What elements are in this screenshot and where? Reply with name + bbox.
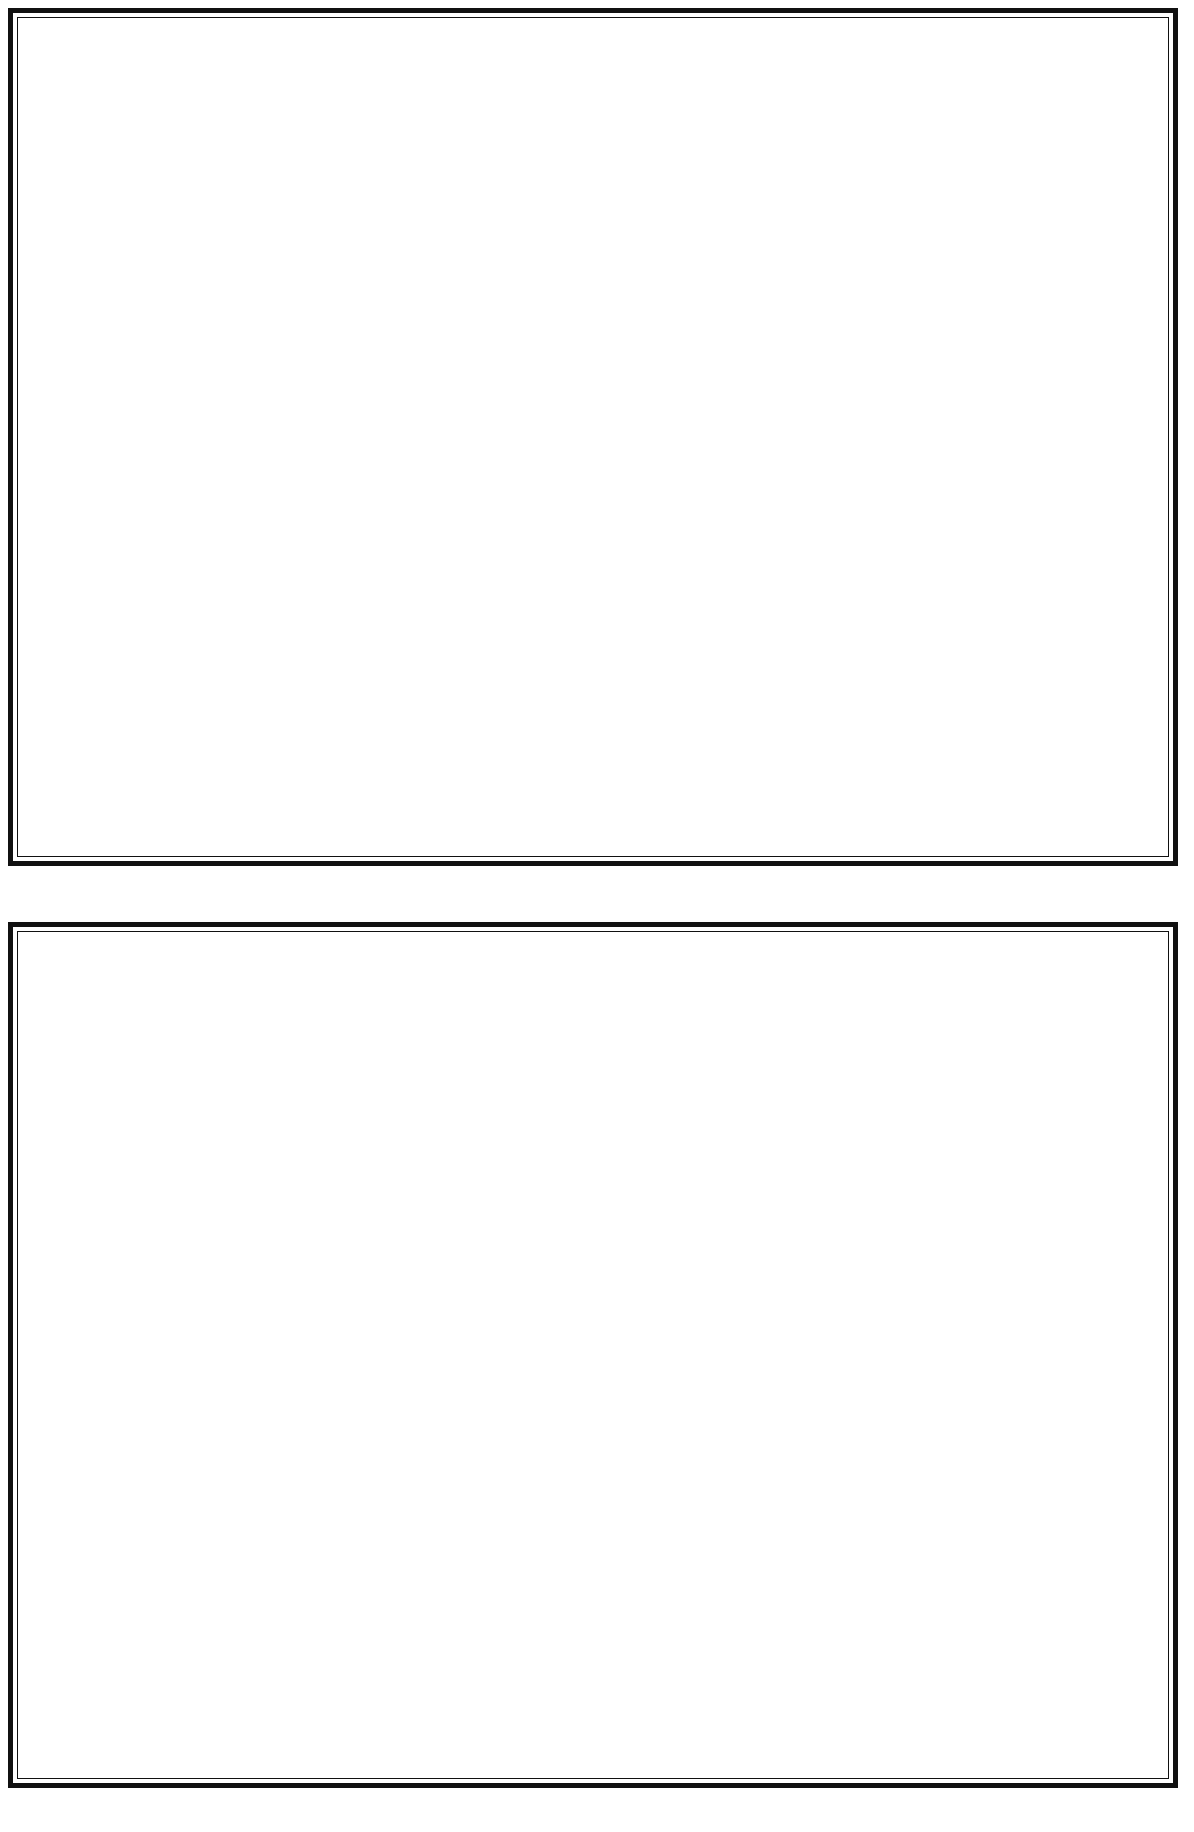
- bottom-page-frame: [17, 931, 1169, 1779]
- top-page: [8, 8, 1178, 866]
- top-page-frame: [17, 17, 1169, 857]
- bottom-page: [8, 922, 1178, 1788]
